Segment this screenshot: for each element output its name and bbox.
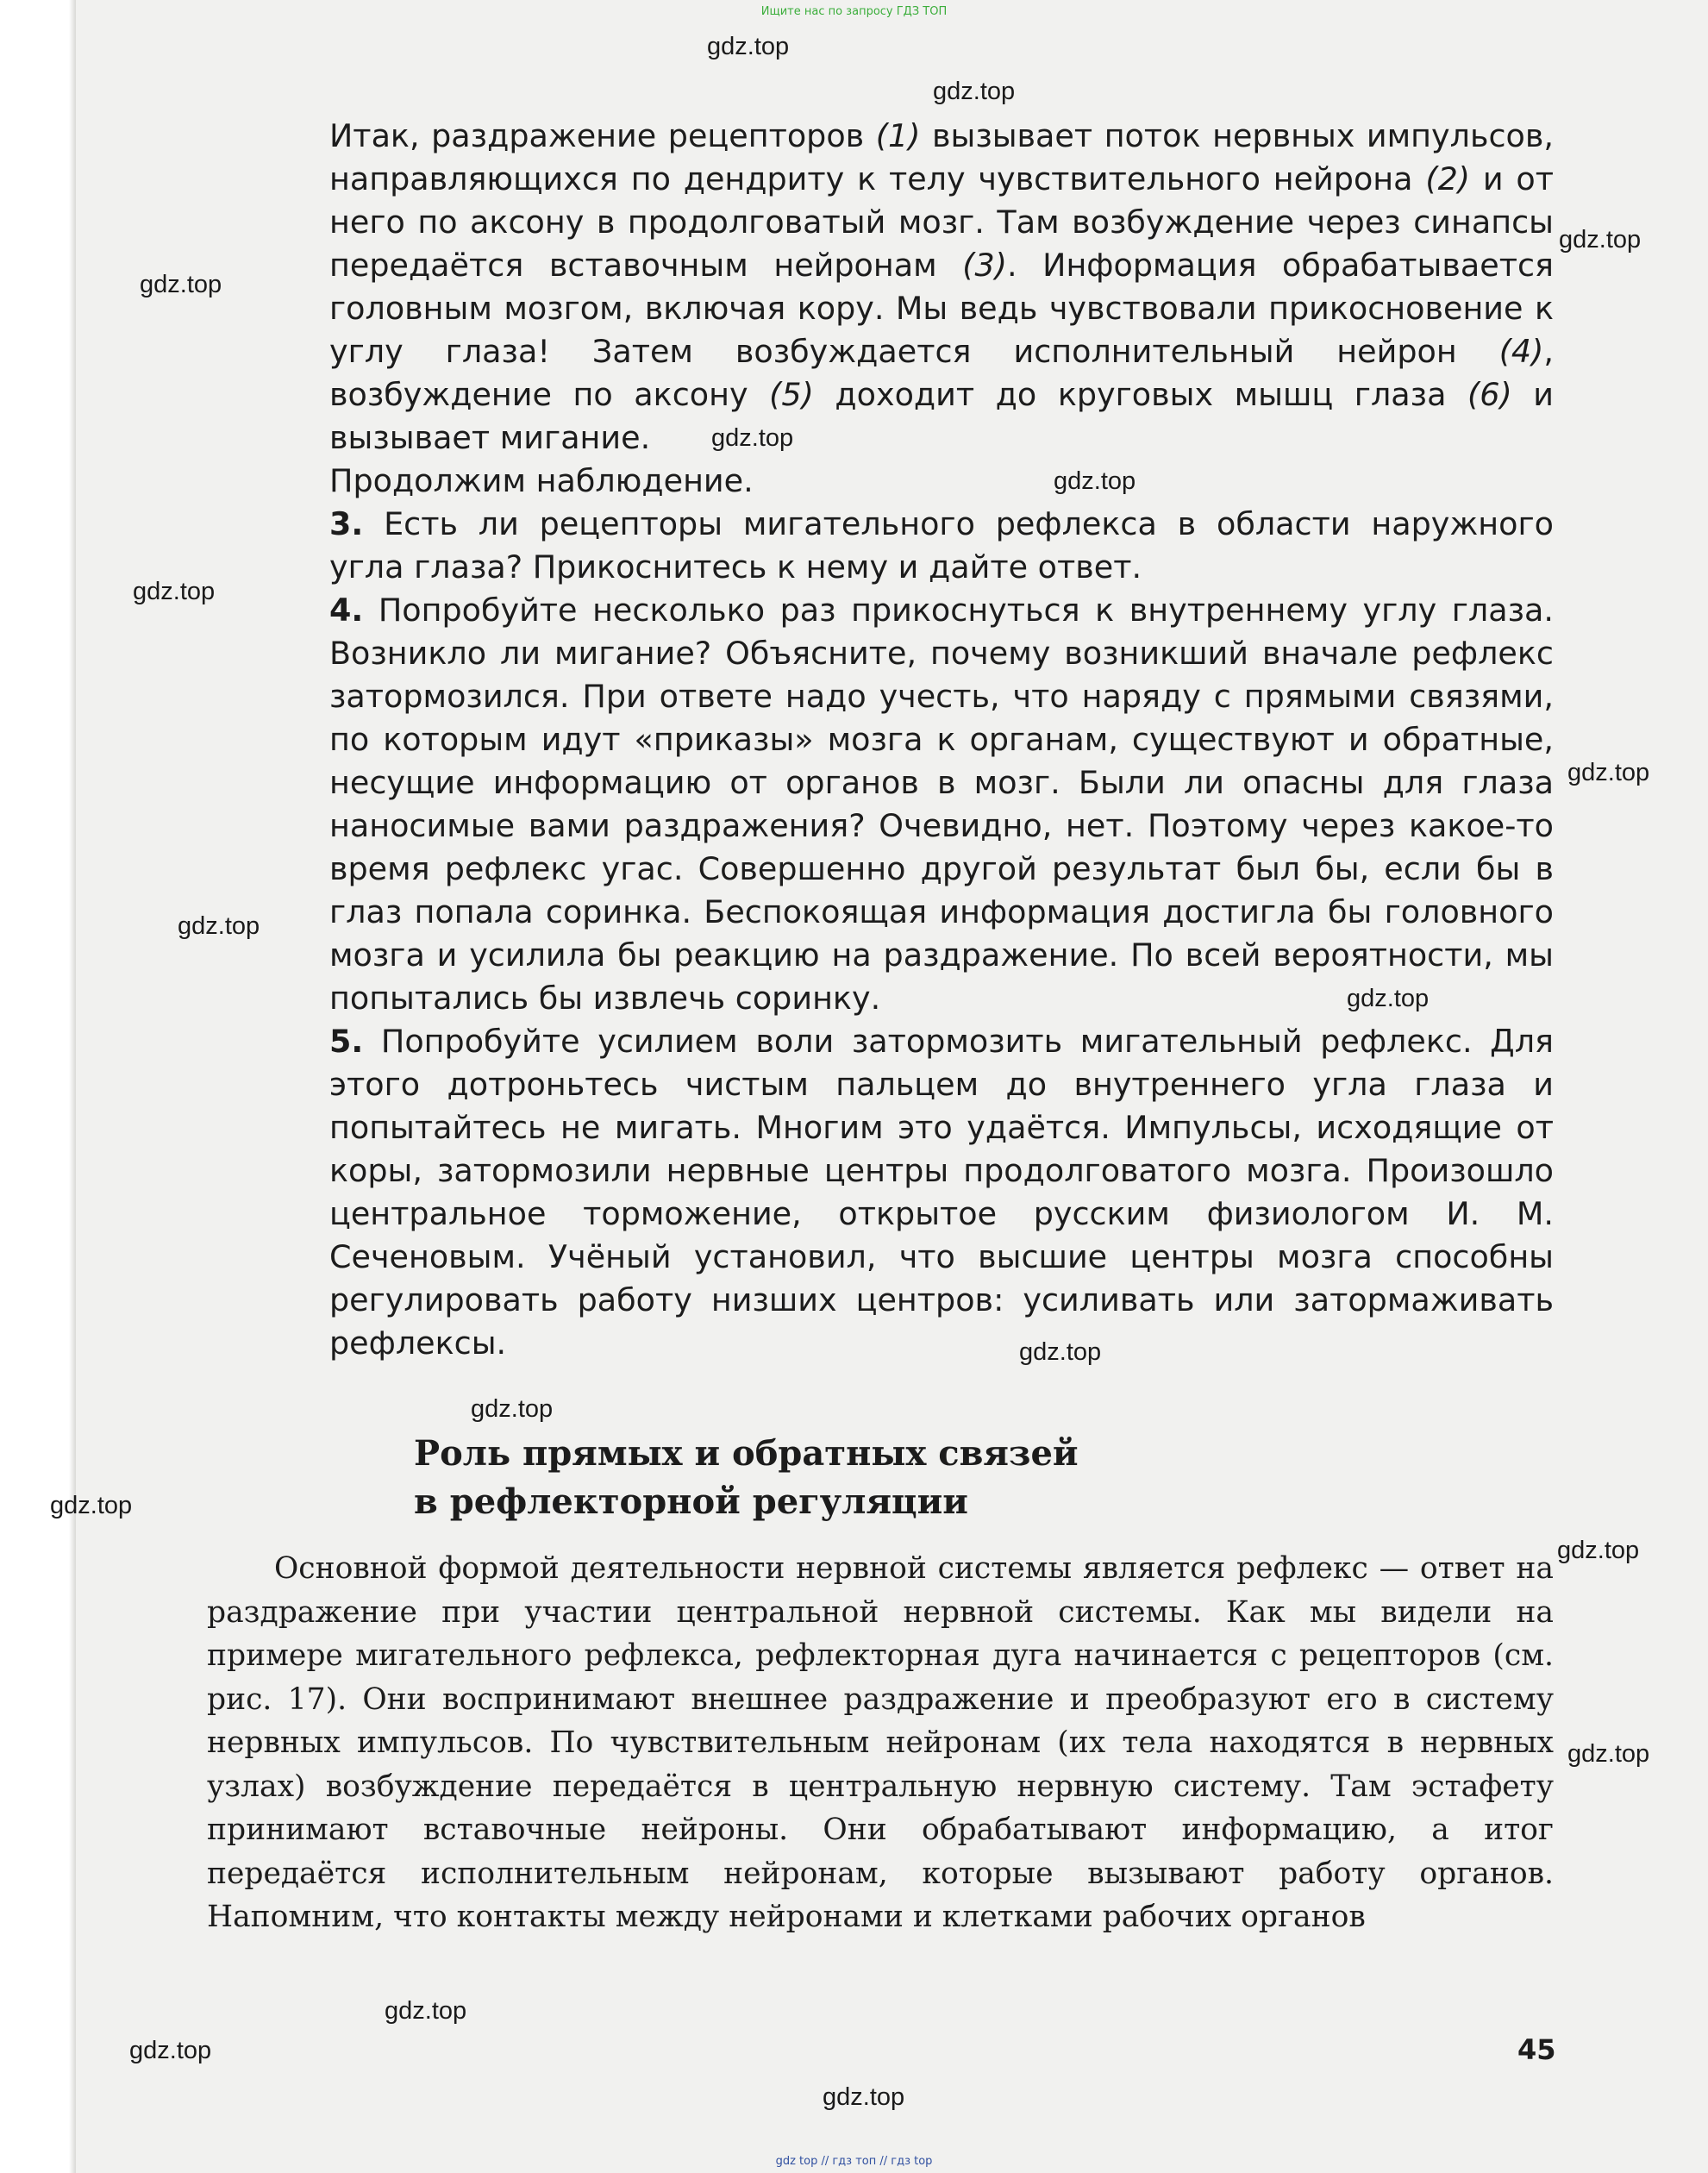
watermark: gdz.top (178, 912, 260, 940)
paragraph-reflex-arc (329, 115, 1554, 460)
watermark: gdz.top (933, 78, 1016, 105)
task-text: Есть ли рецепторы мигательного рефлекса в области наружного угла глаза? Прикоснитесь к нему и дайте ответ. (329, 505, 1554, 586)
serif-paragraph: Основной формой деятельности нервной системы является рефлекс — ответ на раздражение при участии центральной нервной системы. Как мы видели на примере мигательного рефлекса, рефлекторная дуга начинается с рецепторов (см. рис. 17). Они воспринимают внешнее раздражение и преобразуют его в систему нервных импульсов. По чувствительным нейронам (их тела находятся в нервных узлах) возбуждение передаётся в центральную нервную систему. Там эстафету принимают вставочные нейроны. Они обрабатывают информацию, а итог передаётся исполнительным нейронам, которые вызывают работу органов. Напомним, что контакты между нейронами и клетками рабочих органов (207, 1551, 1554, 1934)
watermark: gdz.top (1557, 1537, 1640, 1564)
watermark: gdz.top (707, 33, 790, 60)
watermark: gdz.top (140, 271, 222, 298)
watermark: gdz.top (385, 1997, 467, 2025)
task-text: Попробуйте несколько раз прикоснуться к внутреннему углу глаза. Возникло ли мигание? Объясните, почему возникший вначале рефлекс затормозился. При ответе надо учесть, что наряду с прямыми связями, по которым идут «приказы» мозга к органам, существуют и обратные, несущие информацию от органов в мозг. Были ли опасны для глаза наносимые вами раздражения? Очевидно, нет. Поэтому через какое-то время рефлекс угас. Совершенно другой результат был бы, если бы в глаз попала соринка. Беспокоящая информация достигла бы головного мозга и усилила бы реакцию на раздражение. По всей вероятности, мы попытались бы извлечь соринку. (329, 592, 1554, 1017)
watermark: gdz.top (1054, 467, 1136, 495)
task-item-4 (329, 589, 1554, 1020)
task-number: 3. (329, 505, 364, 542)
watermark: gdz.top (1019, 1338, 1102, 1366)
text-run: и от него по аксону в продолговатый мозг. Там возбуждение через синапсы передаётся вставочным нейронам (329, 160, 1554, 284)
watermark: gdz.top (1567, 759, 1650, 786)
top-banner: Ищите нас по запросу ГДЗ ТОП (760, 5, 948, 18)
figure-ref: (1) (875, 117, 921, 154)
task-text: Попробуйте усилием воли затормозить мигательный рефлекс. Для этого дотроньтесь чистым пальцем до внутреннего угла глаза и попытайтесь не мигать. Многим это удаётся. Импульсы, исходящие от коры, затормозили нервные центры продолговатого мозга. Произошло центральное торможение, открытое русским физиологом И. М. Сеченовым. Учёный установил, что высшие центры мозга способны регулировать работу низших центров: усиливать или затормаживать рефлексы. (329, 1023, 1554, 1362)
text-run: и вызывает мигание. (329, 376, 1555, 456)
task-item-3 (329, 503, 1554, 589)
text-run: , возбуждение по аксону (329, 333, 1554, 413)
text-run: вызывает поток нервных импульсов, направляющихся по дендриту к телу чувствительного нейрона (329, 117, 1554, 197)
figure-ref: (3) (962, 247, 1007, 284)
watermark: gdz.top (50, 1492, 133, 1519)
task-item-5 (329, 1020, 1554, 1365)
text-run: Итак, раздражение рецепторов (329, 117, 876, 154)
bottom-banner: gdz top // гдз топ // гдз top (775, 2155, 933, 2168)
heading-line-1: Роль прямых и обратных связей (414, 1433, 1079, 1474)
heading-line-2: в рефлекторной регуляции (414, 1481, 968, 1522)
watermark: gdz.top (823, 2083, 905, 2111)
figure-ref: (4) (1498, 333, 1544, 370)
text-run: доходит до круговых мышц глаза (813, 376, 1468, 413)
page-number: 45 (1517, 2033, 1556, 2066)
watermark: gdz.top (1567, 1740, 1650, 1768)
watermark: gdz.top (711, 424, 794, 452)
task-number: 5. (329, 1023, 364, 1060)
main-text-block (329, 115, 1554, 1365)
section-heading (414, 1430, 1276, 1526)
watermark: gdz.top (471, 1395, 554, 1423)
page-gutter-edge (0, 0, 76, 2173)
watermark: gdz.top (1559, 226, 1642, 254)
text-run: . Информация обрабатывается головным мозгом, включая кору. Мы ведь чувствовали прикосновение к углу глаза! Затем возбуждается исполнительный нейрон (329, 247, 1554, 370)
figure-ref: (5) (769, 376, 814, 413)
figure-ref: (6) (1467, 376, 1512, 413)
figure-ref: (2) (1425, 160, 1471, 197)
watermark: gdz.top (129, 2037, 212, 2064)
watermark: gdz.top (1347, 985, 1430, 1012)
watermark: gdz.top (133, 578, 216, 605)
paragraph-continue: Продолжим наблюдение. (329, 462, 754, 499)
task-number: 4. (329, 592, 364, 629)
